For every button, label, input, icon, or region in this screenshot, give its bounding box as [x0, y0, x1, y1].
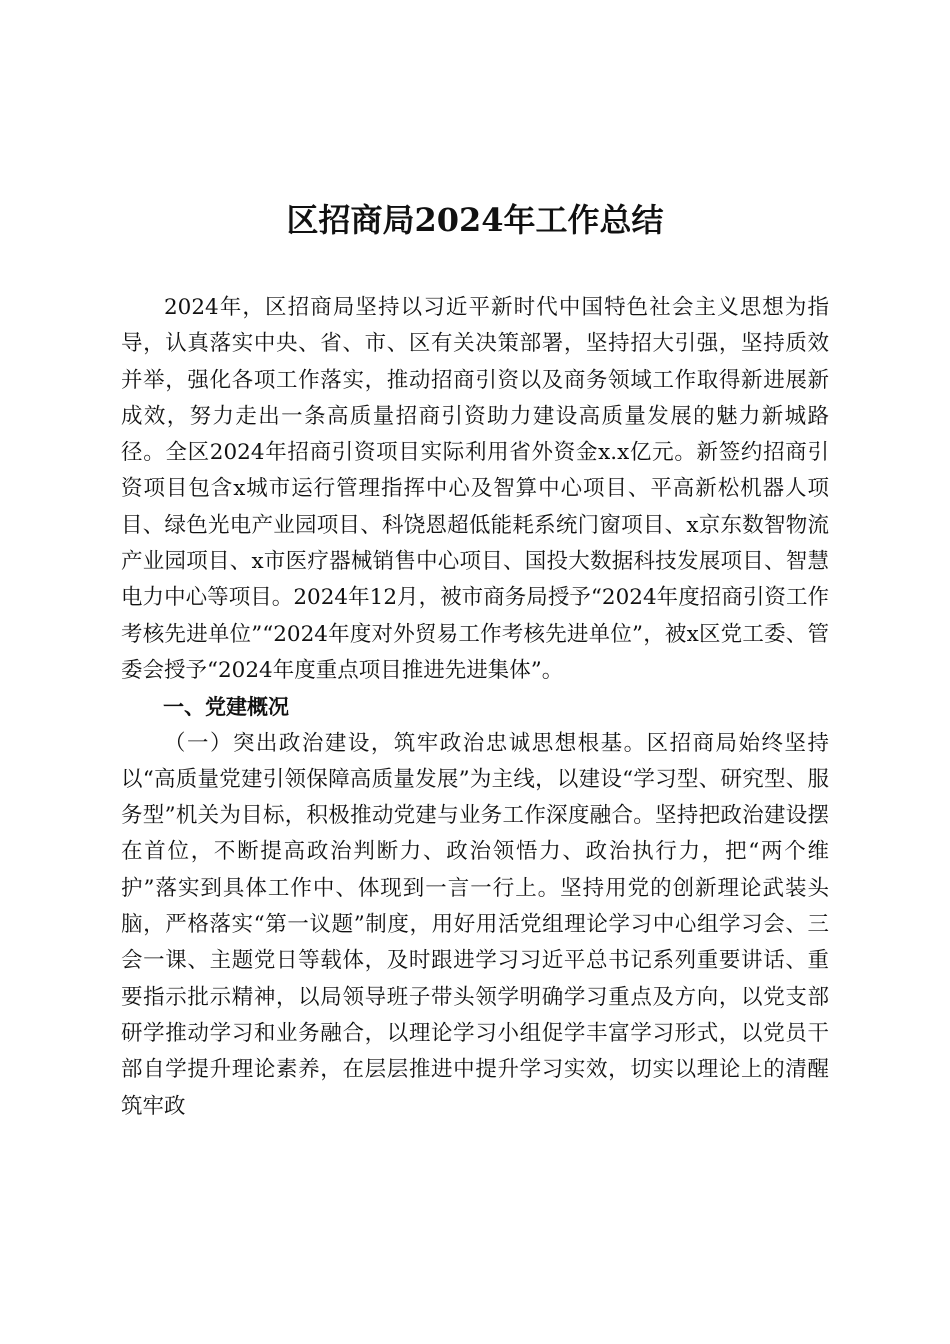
document-body	[121, 290, 829, 1125]
section-paragraph-political-building: （一）突出政治建设，筑牢政治忠诚思想根基。区招商局始终坚持以“高质量党建引领保障高质量发展”为主线，以建设“学习型、研究型、服务型”机关为目标，积极推动党建与业务工作深度融合。坚持把政治建设摆在首位，不断提高政治判断力、政治领悟力、政治执行力，把“两个维护”落实到具体工作中、体现到一言一行上。坚持用党的创新理论武装头脑，严格落实“第一议题”制度，用好用活党组理论学习中心组学习会、三会一课、主题党日等载体，及时跟进学习习近平总书记系列重要讲话、重要指示批示精神，以局领导班子带头领学明确学习重点及方向，以党支部研学推动学习和业务融合，以理论学习小组促学丰富学习形式，以党员干部自学提升理论素养，在层层推进中提升学习实效，切实以理论上的清醒筑牢政	[121, 730, 829, 1119]
intro-paragraph: 2024年，区招商局坚持以习近平新时代中国特色社会主义思想为指导，认真落实中央、省、市、区有关决策部署，坚持招大引强，坚持质效并举，强化各项工作落实，推动招商引资以及商务领域工作取得新进展新成效，努力走出一条高质量招商引资助力建设高质量发展的魅力新城路径。全区2024年招商引资项目实际利用省外资金x.x亿元。新签约招商引资项目包含x城市运行管理指挥中心及智算中心项目、平高新松机器人项目、绿色光电产业园项目、科饶恩超低能耗系统门窗项目、x京东数智物流产业园项目、x市医疗器械销售中心项目、国投大数据科技发展项目、智慧电力中心等项目。2024年12月，被市商务局授予“2024年度招商引资工作考核先进单位”“2024年度对外贸易工作考核先进单位”，被x区党工委、管委会授予“2024年度重点项目推进先进集体”。	[121, 295, 829, 683]
section-heading-party-building: 一、党建概况	[163, 695, 289, 720]
document-title: 区招商局2024年工作总结	[286, 201, 664, 239]
